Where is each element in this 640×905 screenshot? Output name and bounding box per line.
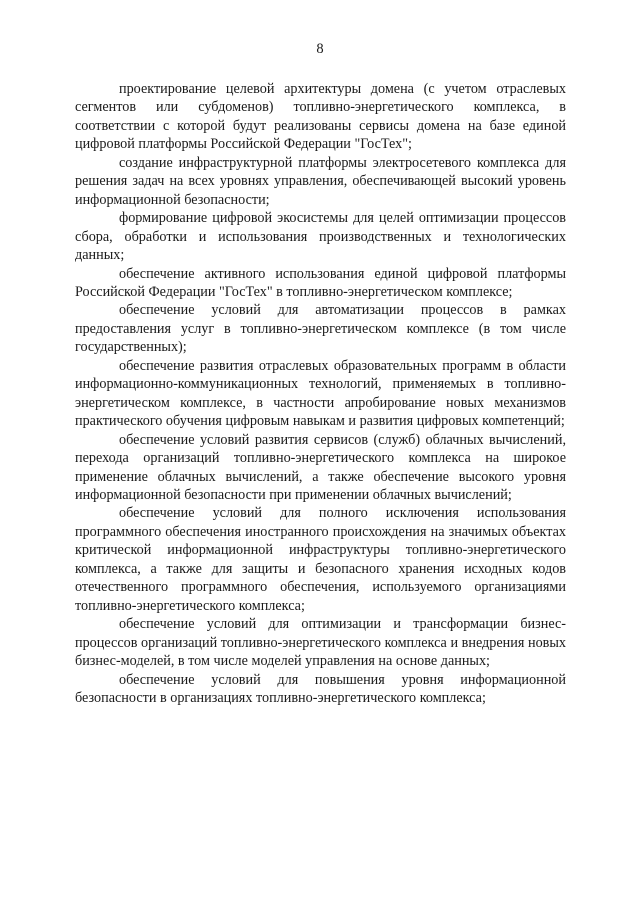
- paragraph-digital-ecosystem: формирование цифровой экосистемы для целей оптимизации процессов сбора, обработки и использования производственных и технологических данных;: [75, 210, 566, 264]
- paragraph-foreign-software-exclusion: обеспечение условий для полного исключения использования программного обеспечения иностранного происхождения на значимых объектах критической информационной инфраструктуры топливно-энергетического комплекса, а также для защиты и безопасного хранения исходных кодов отечественного программного обеспечения, используемого организациями топливно-энергетического комплекса;: [75, 505, 566, 614]
- paragraph-service-automation: обеспечение условий для автоматизации процессов в рамках предоставления услуг в топливно-энергетическом комплексе (в том числе государственных);: [75, 302, 566, 356]
- paragraph-cloud-computing: обеспечение условий развития сервисов (служб) облачных вычислений, перехода организаций топливно-энергетического комплекса на широкое применение облачных вычислений, а также обеспечение высокого уровня информационной безопасности при применении облачных вычислений;: [75, 431, 566, 503]
- paragraph-gostech-usage: обеспечение активного использования единой цифровой платформы Российской Федерации "ГосТех" в топливно-энергетическом комплексе;: [75, 265, 566, 300]
- paragraph-domain-architecture: проектирование целевой архитектуры домена (с учетом отраслевых сегментов или субдоменов) топливно-энергетического комплекса, в соответствии с которой будут реализованы сервисы домена на базе единой цифровой платформы Российской Федерации "ГосТех";: [75, 81, 566, 153]
- page-number: 8: [316, 41, 324, 57]
- paragraph-infrastructure-platform: создание инфраструктурной платформы электросетевого комплекса для решения задач на всех уровнях управления, обеспечивающей высокий уровень информационной безопасности;: [75, 154, 566, 208]
- document-body: [75, 80, 566, 707]
- paragraph-information-security: обеспечение условий для повышения уровня информационной безопасности в организациях топливно-энергетического комплекса;: [75, 671, 566, 706]
- paragraph-education-programs: обеспечение развития отраслевых образовательных программ в области информационно-коммуникационных технологий, применяемых в топливно-энергетическом комплексе, в частности апробирование новых механизмов практического обучения цифровым навыкам и развития цифровых компетенций;: [75, 357, 566, 430]
- paragraph-business-transformation: обеспечение условий для оптимизации и трансформации бизнес-процессов организаций топливно-энергетического комплекса и внедрения новых бизнес-моделей, в том числе моделей управления на основе данных;: [75, 616, 566, 670]
